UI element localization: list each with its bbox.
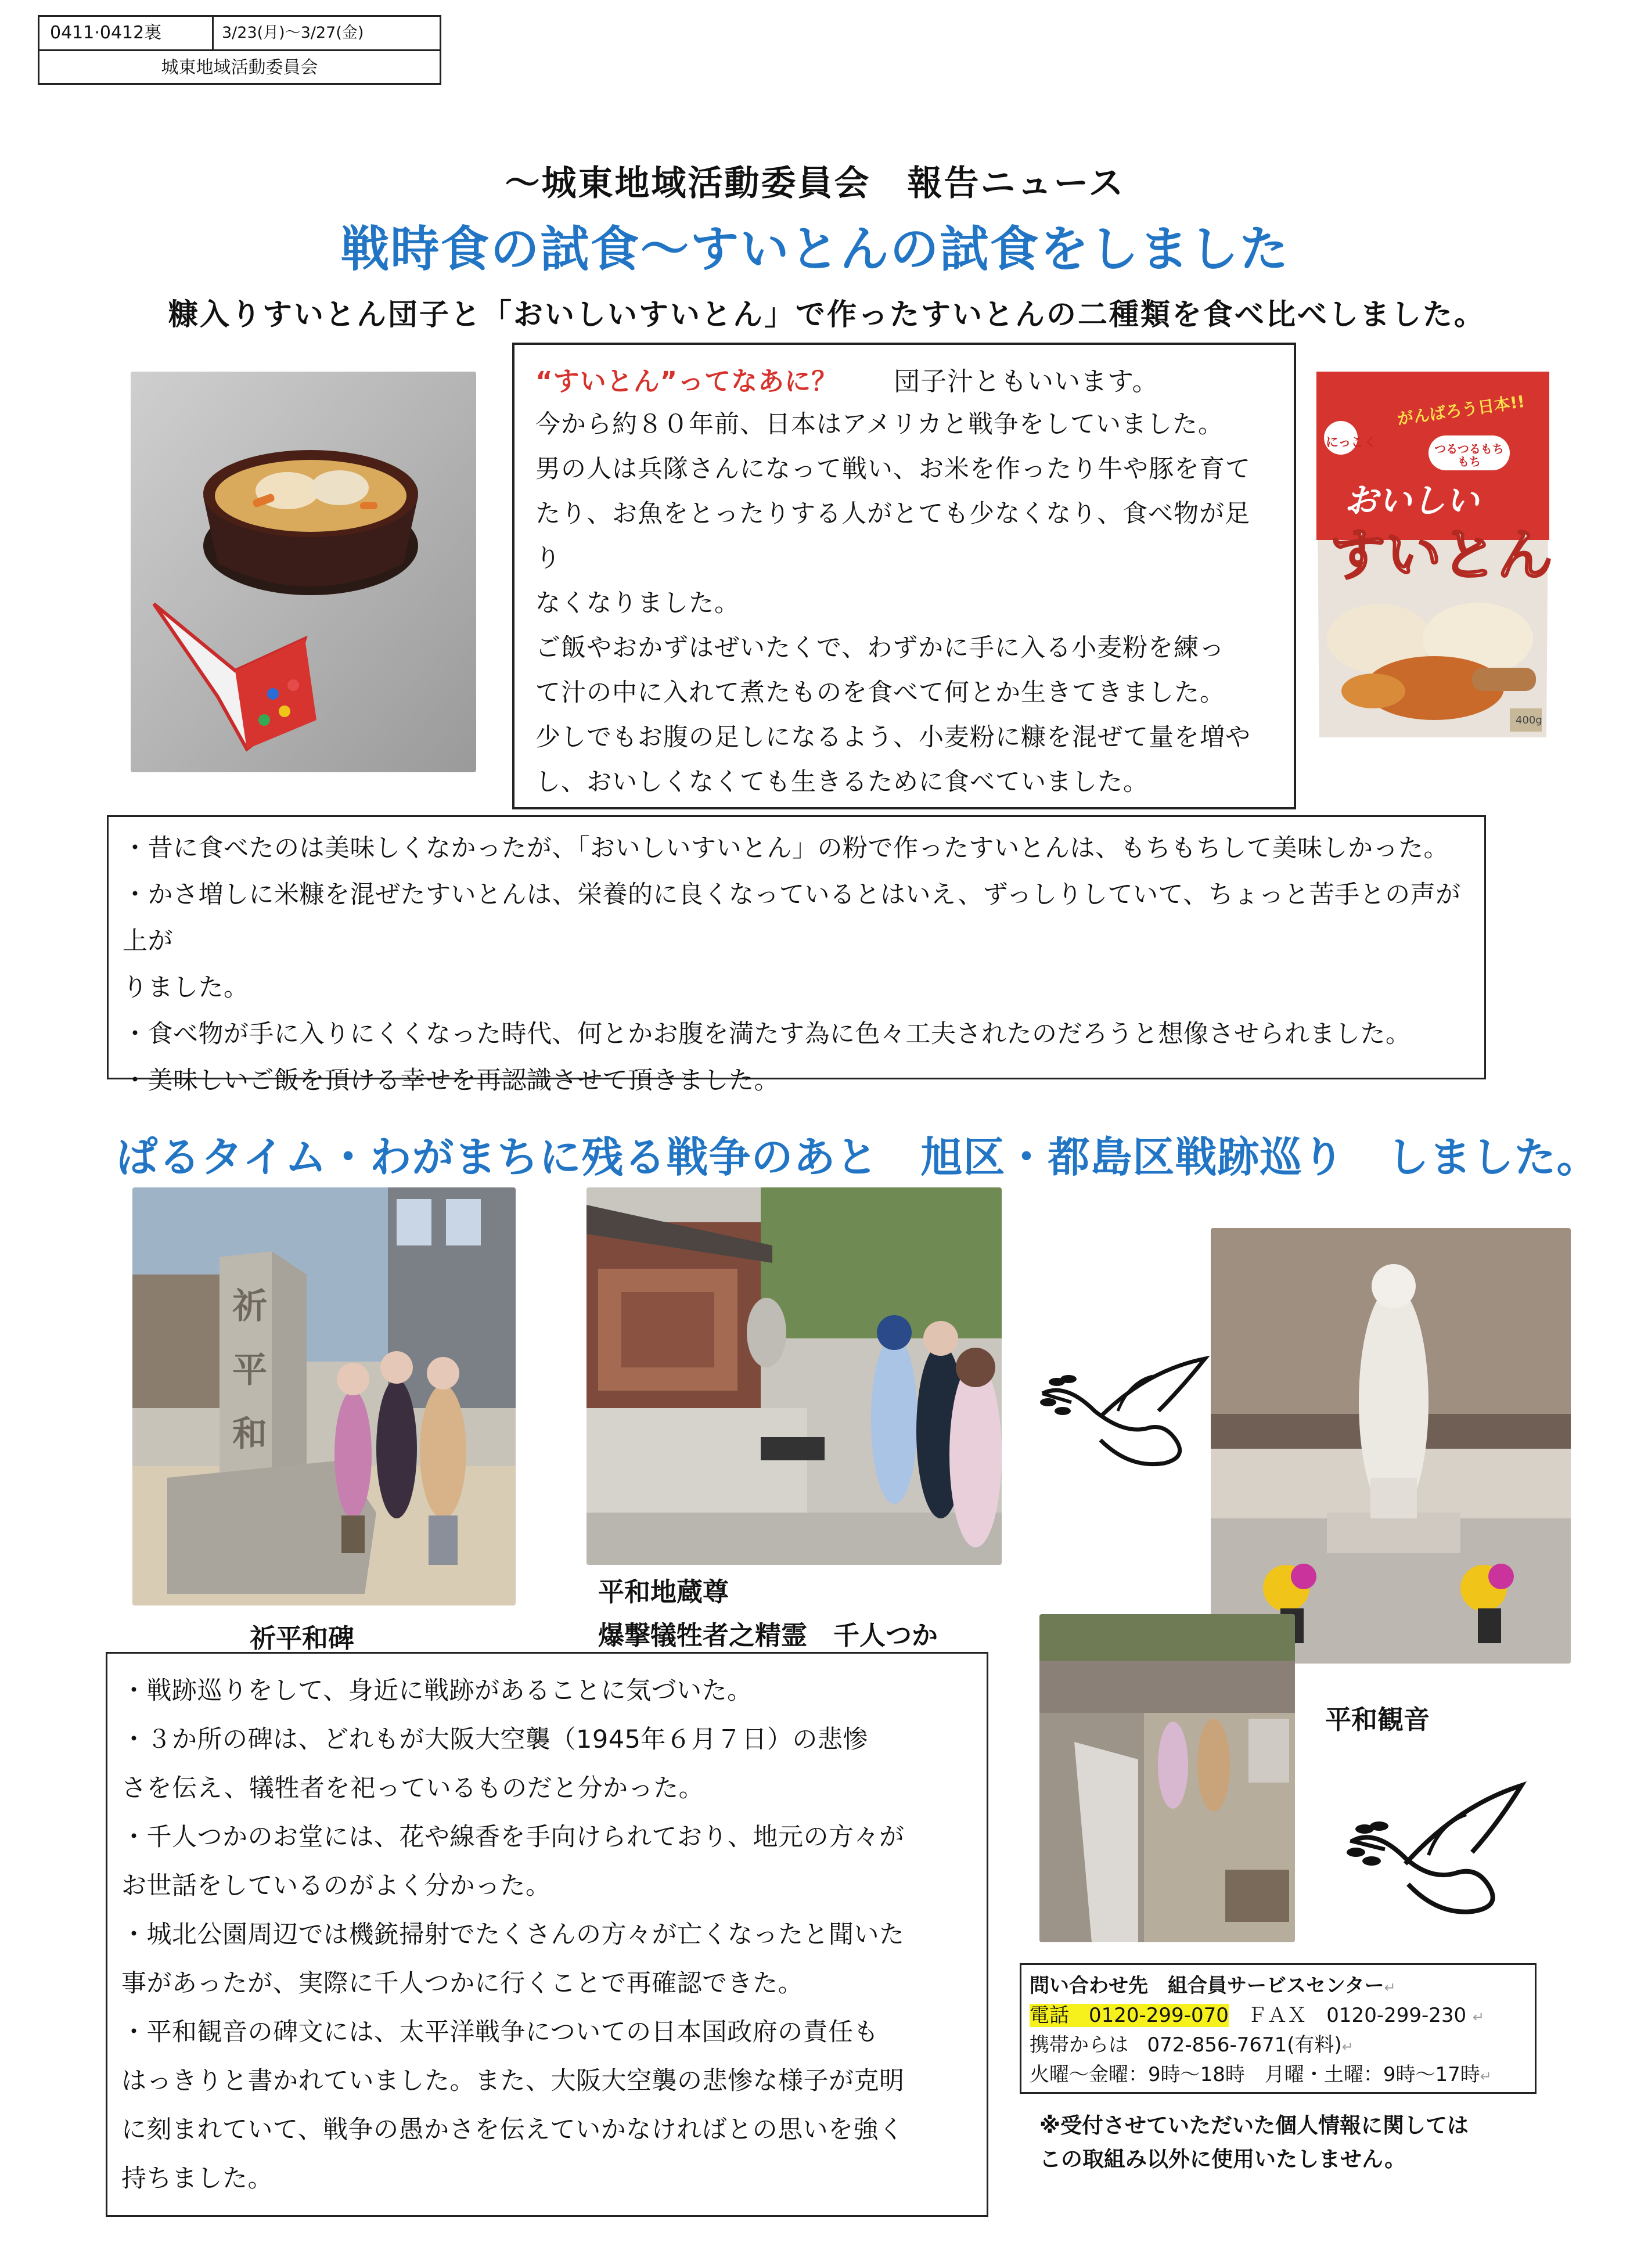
comment-line: ・食べ物が手に入りにくくなった時代、何とかお腹を満たす為に色々工夫されたのだろうと想像させられました。 bbox=[123, 1020, 1411, 1049]
lead-text: 糠入りすいとん団子と「おいしいすいとん」で作ったすいとんの二種類を食べ比べしました。 bbox=[168, 298, 1486, 332]
info-question-sub: 団子汁ともいいます。 bbox=[894, 366, 1159, 397]
info-line: 男の人は兵隊さんになって戦い、お米を作ったり牛や豚を育て bbox=[535, 455, 1251, 484]
suiton-bowl-photo bbox=[131, 372, 476, 772]
issue-dates: 3/23(月)～3/27(金) bbox=[222, 24, 364, 42]
comment-line: お世話をしているのがよく分かった。 bbox=[121, 1871, 551, 1900]
comment-line: ・千人つかのお堂には、花や線香を手向けられており、地元の方々が bbox=[121, 1823, 905, 1852]
dove-icon bbox=[1336, 1777, 1527, 1922]
info-question: “すいとん”ってなあに？ bbox=[535, 366, 839, 397]
comment-line: りました。 bbox=[123, 973, 249, 1002]
notice-line: ※受付させていただいた個人情報に関しては bbox=[1039, 2113, 1469, 2138]
header-org: 城東地域活動委員会 bbox=[161, 57, 318, 78]
package-brand: にっこく bbox=[1326, 435, 1377, 450]
headline-suiton: 戦時食の試食～すいとんの試食をしました bbox=[340, 221, 1290, 278]
info-line: し、おいしくなくても生きるために食べていました。 bbox=[535, 768, 1149, 797]
package-name: すいとん bbox=[1330, 523, 1553, 588]
contact-fax: ＦＡＸ 0120-299-230 bbox=[1247, 2004, 1467, 2027]
suiton-package-image bbox=[1309, 366, 1556, 749]
comment-line: ・城北公園周辺では機銃掃射でたくさんの方々が亡くなったと聞いた bbox=[121, 1920, 905, 1949]
comment-line: ・昔に食べたのは美味しくなかったが、「おいしいすいとん」の粉で作ったすいとんは、もちもちして美味しかった。 bbox=[123, 834, 1449, 863]
comment-line: ・美味しいご飯を頂ける幸せを再認識させて頂きました。 bbox=[123, 1066, 779, 1095]
tasting-comments-box bbox=[107, 815, 1486, 1095]
caption-jizo: 平和地蔵尊 bbox=[598, 1576, 729, 1607]
return-mark: ↵ bbox=[1341, 2039, 1354, 2055]
peace-kannon-photo bbox=[1211, 1228, 1571, 1664]
comment-line: ・戦跡巡りをして、身近に戦跡があることに気づいた。 bbox=[121, 1676, 753, 1705]
header-table bbox=[38, 15, 441, 85]
caption-peace-kannon: 平和観音 bbox=[1325, 1704, 1430, 1735]
memorial-path-photo bbox=[1039, 1614, 1295, 1942]
jizo-shrine-photo bbox=[586, 1187, 1002, 1565]
comment-line: 持ちました。 bbox=[121, 2164, 273, 2193]
peace-stone-photo bbox=[132, 1187, 516, 1605]
comment-line: はっきりと書かれていました。また、大阪大空襲の悲惨な様子が克明 bbox=[121, 2067, 905, 2096]
tour-comments-box bbox=[106, 1652, 988, 2217]
dove-icon bbox=[1031, 1347, 1217, 1481]
package-banner: がんばろう日本!! bbox=[1395, 391, 1526, 429]
comment-line: ・かさ増しに米糠を混ぜたすいとんは、栄養的に良くなっているとはいえ、ずっしりしていて、ちょっと苦手との声が上が bbox=[123, 880, 1461, 956]
info-line: 少しでもお腹の足しになるよう、小麦粉に糠を混ぜて量を増や bbox=[535, 723, 1251, 752]
privacy-notice bbox=[1039, 2109, 1469, 2176]
info-line: たり、お魚をとったりする人がとても少なくなり、食べ物が足り bbox=[535, 499, 1251, 573]
caption-peace-stone: 祈平和碑 bbox=[250, 1623, 355, 1654]
contact-mobile[interactable]: 072-856-7671(有料) bbox=[1147, 2033, 1342, 2057]
info-line: て汁の中に入れて煮たものを食べて何とか生きてきました。 bbox=[535, 678, 1225, 707]
contact-phone[interactable]: 電話 0120-299-070 bbox=[1030, 2004, 1229, 2027]
info-line: ご飯やおかずはぜいたくで、わずかに手に入る小麦粉を練っ bbox=[535, 633, 1225, 663]
contact-title: 問い合わせ先 組合員サービスセンター bbox=[1030, 1974, 1384, 1997]
issue-code: 0411·0412裏 bbox=[39, 17, 214, 49]
contact-hours: 火曜～金曜：9時～18時 月曜・土曜：9時～17時 bbox=[1030, 2063, 1480, 2086]
return-mark: ↵ bbox=[1480, 2068, 1492, 2085]
return-mark: ↵ bbox=[1472, 2009, 1485, 2025]
comment-line: さを伝え、犠牲者を祀っているものだと分かった。 bbox=[121, 1774, 704, 1803]
suiton-info-box bbox=[512, 343, 1296, 809]
comment-line: に刻まれていて、戦争の愚かさを伝えていかなければとの思いを強く bbox=[121, 2115, 904, 2144]
headline-war-sites: ぱるタイム・わがまちに残る戦争のあと 旭区・都島区戦跡巡り しました。 bbox=[116, 1133, 1599, 1182]
contact-box bbox=[1020, 1963, 1537, 2094]
report-kicker: ～城東地域活動委員会 報告ニュース bbox=[505, 163, 1125, 204]
package-name-small: おいしい bbox=[1344, 481, 1480, 520]
info-line: なくなりました。 bbox=[535, 589, 740, 618]
package-weight: 400g bbox=[1516, 714, 1542, 726]
caption-sennin-tsuka: 爆撃犠牲者之精霊 千人つか bbox=[598, 1620, 938, 1651]
contact-mobile-label: 携帯からは bbox=[1030, 2033, 1128, 2057]
comment-line: ・平和観音の碑文には、太平洋戦争についての日本国政府の責任も bbox=[121, 2018, 879, 2047]
comment-line: 事があったが、実際に千人つかに行くことで再確認できた。 bbox=[121, 1969, 804, 1998]
stone-carving: 祈平和 bbox=[232, 1286, 267, 1455]
info-line: 今から約８０年前、日本はアメリカと戦争をしていました。 bbox=[535, 410, 1224, 439]
comment-line: ・３か所の碑は、どれもが大阪大空襲（1945年６月７日）の悲惨 bbox=[121, 1725, 868, 1754]
notice-line: この取組み以外に使用いたしません。 bbox=[1039, 2147, 1406, 2172]
return-mark: ↵ bbox=[1384, 1979, 1396, 1996]
package-tag: つるつるもちもち bbox=[1434, 442, 1504, 469]
